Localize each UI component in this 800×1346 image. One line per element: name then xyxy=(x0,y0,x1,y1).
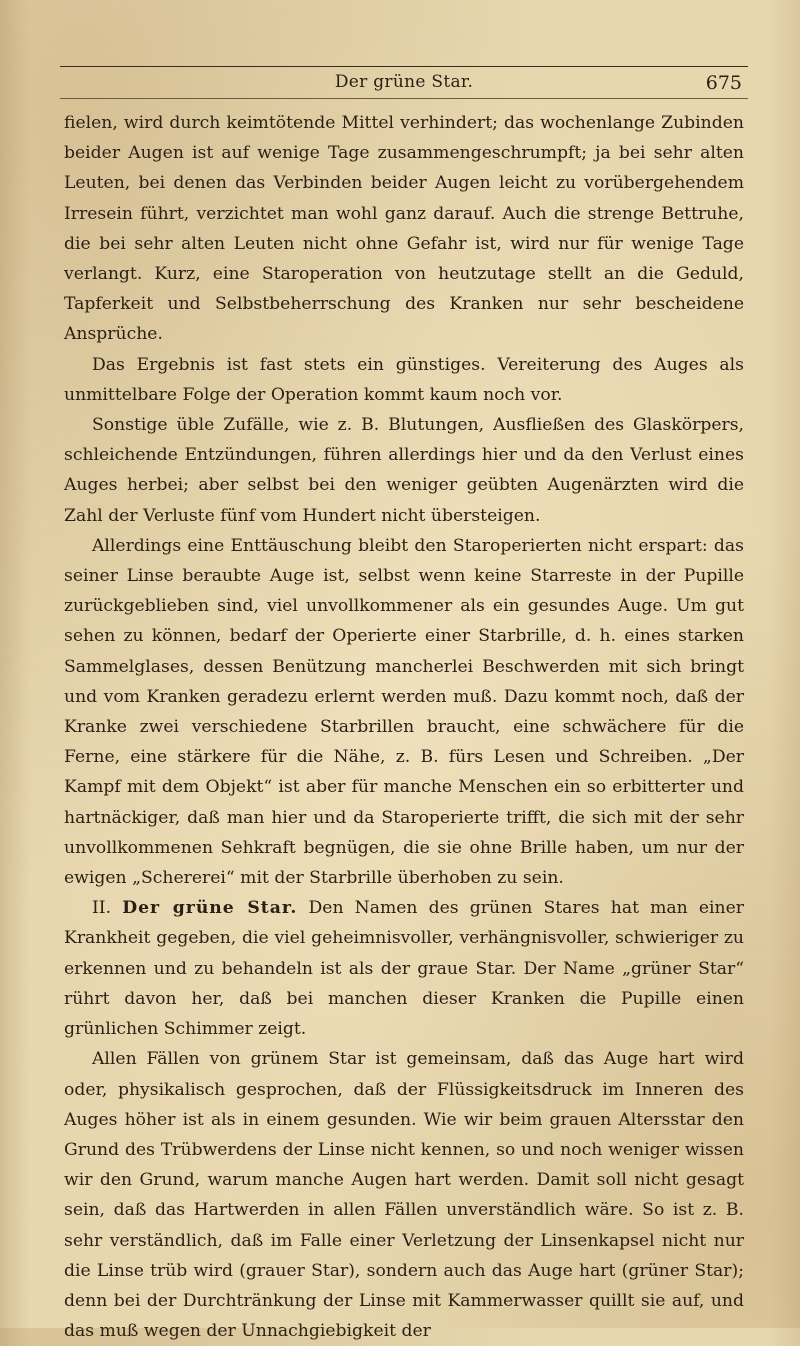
paragraph-6: Allen Fällen von grünem Star ist gemeinsam, daß das Auge hart wird oder, physikalisch gesprochen, daß der Flüssigkeitsdruck im Inneren des Auges höher ist als in einem gesunden. Wie wir beim grauen Altersstar den Grund des Trübwerdens der Linse nicht kennen, so und noch weniger wissen wir den Grund, warum manche Augen hart werden. Damit soll nicht gesagt sein, daß das Hartwerden in allen Fällen unverständlich wäre. So ist z. B. sehr verständlich, daß im Falle einer Verletzung der Linsenkapsel nicht nur die Linse trüb wird (grauer Star), sondern auch das Auge hart (grüner Star); denn bei der Durchtränkung der Linse mit Kammerwasser quillt sie auf, und das muß wegen der Unnachgiebigkeit der xyxy=(64,1049,744,1342)
section-number: II. xyxy=(92,898,112,919)
paragraph-2: Das Ergebnis ist fast stets ein günstiges. Vereiterung des Auges als unmittelbare Folge der Operation kommt kaum noch vor. xyxy=(64,354,744,405)
paragraph-5-text: Den Namen des grünen Stares hat man einer Krankheit gegeben, die viel geheimnisvoller, verhängnisvoller, schwieriger zu erkennen und zu behandeln ist als der graue Star. Der Name „grüner Star“ rührt davon her, daß bei manchen dieser Kranken die Pupille einen grünlichen Schimmer zeigt. xyxy=(64,898,744,1040)
paragraph-5 xyxy=(64,893,744,1044)
page-number: 675 xyxy=(705,72,742,94)
body-text xyxy=(64,108,744,1346)
paragraph-1: fielen, wird durch keimtötende Mittel verhindert; das wochenlange Zubinden beider Augen ist auf wenige Tage zusammengeschrumpft; ja bei sehr alten Leuten, bei denen das Verbinden beider Augen leicht zu vorübergehendem Irresein führt, verzichtet man wohl ganz darauf. Auch die strenge Bettruhe, die bei sehr alten Leuten nicht ohne Gefahr ist, wird nur für wenige Tage verlangt. Kurz, eine Staroperation von heutzutage stellt an die Geduld, Tapferkeit und Selbstbeherrschung des Kranken nur sehr bescheidene Ansprüche. xyxy=(64,113,744,345)
running-title: Der grüne Star. xyxy=(334,72,474,92)
header-rule-top xyxy=(60,66,748,67)
paragraph-3: Sonstige üble Zufälle, wie z. B. Blutungen, Ausfließen des Glaskörpers, schleichende Entzündungen, führen allerdings hier und da den Verlust eines Auges herbei; aber selbst bei den weniger geübten Augenärzten wird die Zahl der Verluste fünf vom Hundert nicht übersteigen. xyxy=(64,415,744,526)
header-rule-bottom xyxy=(60,98,748,99)
running-header xyxy=(60,60,748,100)
section-heading: Der grüne Star. xyxy=(122,898,298,919)
paragraph-4: Allerdings eine Enttäuschung bleibt den Staroperierten nicht erspart: das seiner Linse beraubte Auge ist, selbst wenn keine Starreste in der Pupille zurückgeblieben sind, viel unvollkommener als ein gesundes Auge. Um gut sehen zu können, bedarf der Operierte einer Starbrille, d. h. eines starken Sammelglases, dessen Benützung mancherlei Beschwerden mit sich bringt und vom Kranken geradezu erlernt werden muß. Dazu kommt noch, daß der Kranke zwei verschiedene Starbrillen braucht, eine schwächere für die Ferne, eine stärkere für die Nähe, z. B. fürs Lesen und Schreiben. „Der Kampf mit dem Objekt“ ist aber für manche Menschen ein so erbitterter und hartnäckiger, daß man hier und da Staroperierte trifft, die sich mit der sehr unvollkommenen Sehkraft begnügen, die sie ohne Brille haben, um nur der ewigen „Schererei“ mit der Starbrille überhoben zu sein. xyxy=(64,535,744,889)
